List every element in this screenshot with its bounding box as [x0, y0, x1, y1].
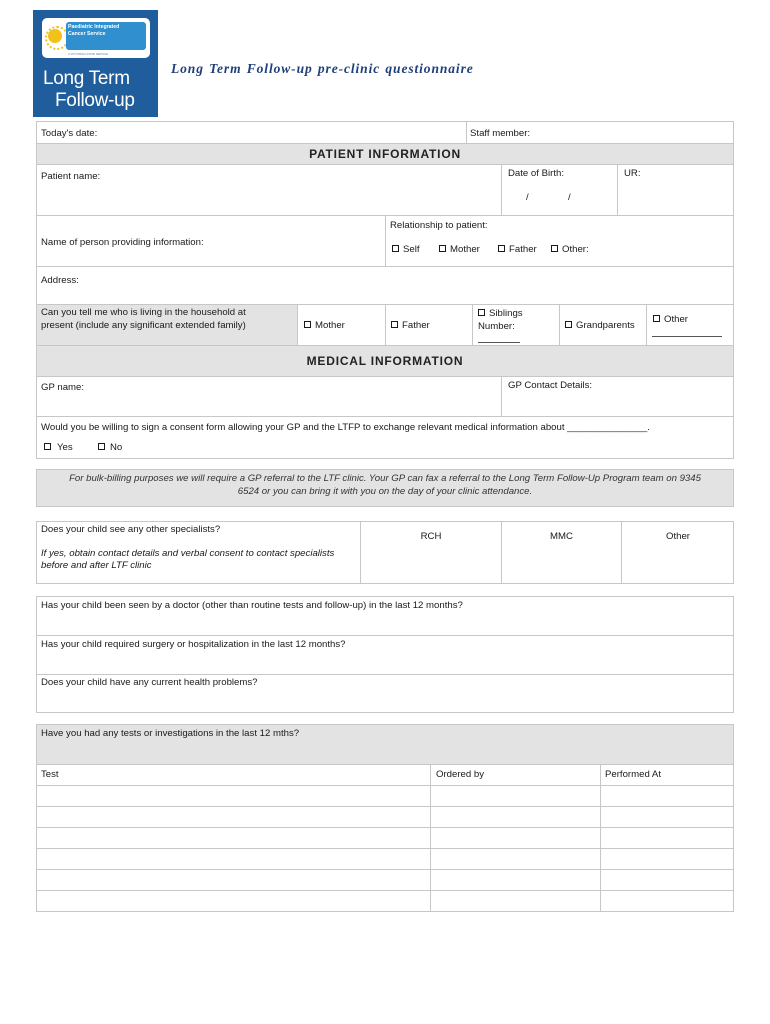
test-name-field[interactable] — [40, 893, 426, 909]
specialist-column-mmc: MMC — [550, 531, 573, 542]
rule — [37, 345, 733, 346]
household-option-label: Mother — [315, 320, 345, 331]
service-name-line-2: Cancer Service — [68, 31, 106, 37]
tests-column-test: Test — [41, 769, 59, 780]
rule — [37, 635, 733, 636]
rule — [430, 764, 431, 911]
specialists-instruction-line-1: If yes, obtain contact details and verbal consent to contact specialists — [41, 548, 335, 559]
history-question: Has your child been seen by a doctor (other than routine tests and follow-up) in the last 12 months? — [41, 600, 463, 611]
household-other-field[interactable] — [652, 336, 722, 337]
staff-member-label: Staff member: — [470, 128, 531, 139]
rule — [501, 376, 502, 416]
rule — [559, 304, 560, 345]
billing-note-line-1: For bulk-billing purposes we will require a GP referral to the LTF clinic. Your GP can fax a referral to the Long Term Follow-Up Program team on 9345 — [69, 473, 701, 484]
specialist-column-other: Other — [666, 531, 690, 542]
patient-name-field[interactable] — [110, 167, 496, 211]
informant-name-field[interactable] — [215, 232, 380, 254]
household-grandparents-checkbox[interactable] — [565, 321, 572, 328]
gp-name-field[interactable] — [90, 378, 496, 412]
rule — [297, 304, 298, 345]
history-answer-field[interactable] — [40, 614, 730, 632]
patient-name-label: Patient name: — [41, 171, 101, 182]
rule — [600, 764, 601, 911]
tests-question: Have you had any tests or investigations in the last 12 mths? — [41, 728, 300, 739]
test-name-field[interactable] — [40, 809, 426, 825]
rule — [37, 416, 733, 417]
rule — [37, 848, 733, 849]
household-question-line-1: Can you tell me who is living in the household at — [41, 307, 246, 318]
ur-label: UR: — [624, 168, 641, 179]
specialist-mmc-field[interactable] — [505, 545, 617, 580]
test-performed-at-field[interactable] — [604, 851, 730, 867]
rule — [37, 827, 733, 828]
rule — [385, 304, 386, 345]
gp-contact-field[interactable] — [505, 392, 730, 412]
patient-info-heading: PATIENT INFORMATION — [309, 147, 461, 161]
specialist-column-rch: RCH — [420, 531, 442, 542]
history-question: Does your child have any current health problems? — [41, 677, 258, 688]
todays-date-label: Today's date: — [41, 128, 98, 139]
medical-info-heading: MEDICAL INFORMATION — [306, 354, 464, 368]
dob-separator: / — [526, 192, 529, 203]
test-performed-at-field[interactable] — [604, 872, 730, 888]
household-father-checkbox[interactable] — [391, 321, 398, 328]
household-option-label: Other — [664, 314, 688, 325]
staff-member-field[interactable] — [540, 124, 730, 141]
consent-yes-checkbox[interactable] — [44, 443, 51, 450]
relationship-other-checkbox[interactable] — [551, 245, 558, 252]
rule — [37, 890, 733, 891]
rule — [617, 164, 618, 215]
rule — [37, 143, 733, 144]
gp-contact-label: GP Contact Details: — [508, 380, 593, 391]
service-name-line-1: Paediatric Integrated — [68, 24, 120, 30]
test-name-field[interactable] — [40, 872, 426, 888]
rule — [385, 215, 386, 266]
test-performed-at-field[interactable] — [604, 788, 730, 804]
siblings-number-label: Number: — [478, 321, 515, 332]
household-siblings-checkbox[interactable] — [478, 309, 485, 316]
specialists-question: Does your child see any other specialists? — [41, 524, 221, 535]
test-ordered-by-field[interactable] — [434, 788, 596, 804]
history-answer-field[interactable] — [40, 653, 730, 671]
dob-separator: / — [568, 192, 571, 203]
relationship-father-checkbox[interactable] — [498, 245, 505, 252]
relationship-self-checkbox[interactable] — [392, 245, 399, 252]
test-ordered-by-field[interactable] — [434, 851, 596, 867]
household-question-line-2: present (include any significant extended family) — [41, 320, 246, 331]
rule — [37, 806, 733, 807]
specialists-instruction-line-2: before and after LTF clinic — [41, 560, 152, 571]
ur-field[interactable] — [644, 166, 730, 211]
household-option-label: Grandparents — [576, 320, 635, 331]
rule — [37, 376, 733, 377]
siblings-number-field[interactable] — [478, 342, 520, 343]
relationship-mother-checkbox[interactable] — [439, 245, 446, 252]
relationship-option-label: Father — [509, 244, 537, 255]
service-badge — [42, 18, 150, 58]
tests-column-ordered-by: Ordered by — [436, 769, 484, 780]
test-name-field[interactable] — [40, 851, 426, 867]
specialist-other-field[interactable] — [625, 545, 730, 580]
rule — [646, 304, 647, 345]
sun-icon — [48, 29, 62, 43]
consent-no-label: No — [110, 442, 123, 453]
household-mother-checkbox[interactable] — [304, 321, 311, 328]
address-field[interactable] — [90, 270, 730, 300]
household-option-label: Siblings — [489, 308, 523, 319]
test-ordered-by-field[interactable] — [434, 809, 596, 825]
relationship-option-label: Self — [403, 244, 420, 255]
consent-yes-label: Yes — [57, 442, 73, 453]
test-ordered-by-field[interactable] — [434, 893, 596, 909]
test-ordered-by-field[interactable] — [434, 872, 596, 888]
gp-name-label: GP name: — [41, 382, 85, 393]
relationship-label: Relationship to patient: — [390, 220, 488, 231]
service-tagline: A VICTORIAN STATE SERVICE — [68, 52, 109, 56]
rule — [37, 164, 733, 165]
todays-date-field[interactable] — [137, 124, 462, 141]
test-name-field[interactable] — [40, 830, 426, 846]
rule — [37, 764, 733, 765]
rule — [37, 674, 733, 675]
test-ordered-by-field[interactable] — [434, 830, 596, 846]
logo-title-line-1: Long Term — [43, 68, 130, 89]
test-performed-at-field[interactable] — [604, 893, 730, 909]
history-question: Has your child required surgery or hospitalization in the last 12 months? — [41, 639, 346, 650]
specialist-rch-field[interactable] — [364, 545, 497, 580]
rule — [37, 266, 733, 267]
relationship-option-label: Other: — [562, 244, 589, 255]
billing-note-line-2: 6524 or you can bring it with you on the day of your clinic attendance. — [237, 486, 533, 497]
test-performed-at-field[interactable] — [604, 830, 730, 846]
rule — [501, 164, 502, 215]
test-performed-at-field[interactable] — [604, 809, 730, 825]
rule — [37, 785, 733, 786]
informant-label: Name of person providing information: — [41, 237, 204, 248]
date-of-birth-label: Date of Birth: — [508, 168, 564, 179]
logo-title-line-2: Follow-up — [55, 90, 135, 111]
relationship-option-label: Mother — [450, 244, 480, 255]
rule — [466, 121, 467, 143]
consent-no-checkbox[interactable] — [98, 443, 105, 450]
history-answer-field[interactable] — [40, 691, 730, 709]
household-other-checkbox[interactable] — [653, 315, 660, 322]
address-label: Address: — [41, 275, 79, 286]
household-option-label: Father — [402, 320, 430, 331]
consent-question: Would you be willing to sign a consent form allowing your GP and the LTFP to exchange relevant medical information about _______________. — [41, 422, 650, 433]
form-title: Long Term Follow-up pre-clinic questionnaire — [171, 61, 474, 76]
tests-column-performed-at: Performed At — [605, 769, 661, 780]
date-of-birth-field[interactable] — [505, 185, 613, 209]
rule — [37, 869, 733, 870]
test-name-field[interactable] — [40, 788, 426, 804]
rule — [472, 304, 473, 345]
program-logo — [33, 10, 158, 117]
